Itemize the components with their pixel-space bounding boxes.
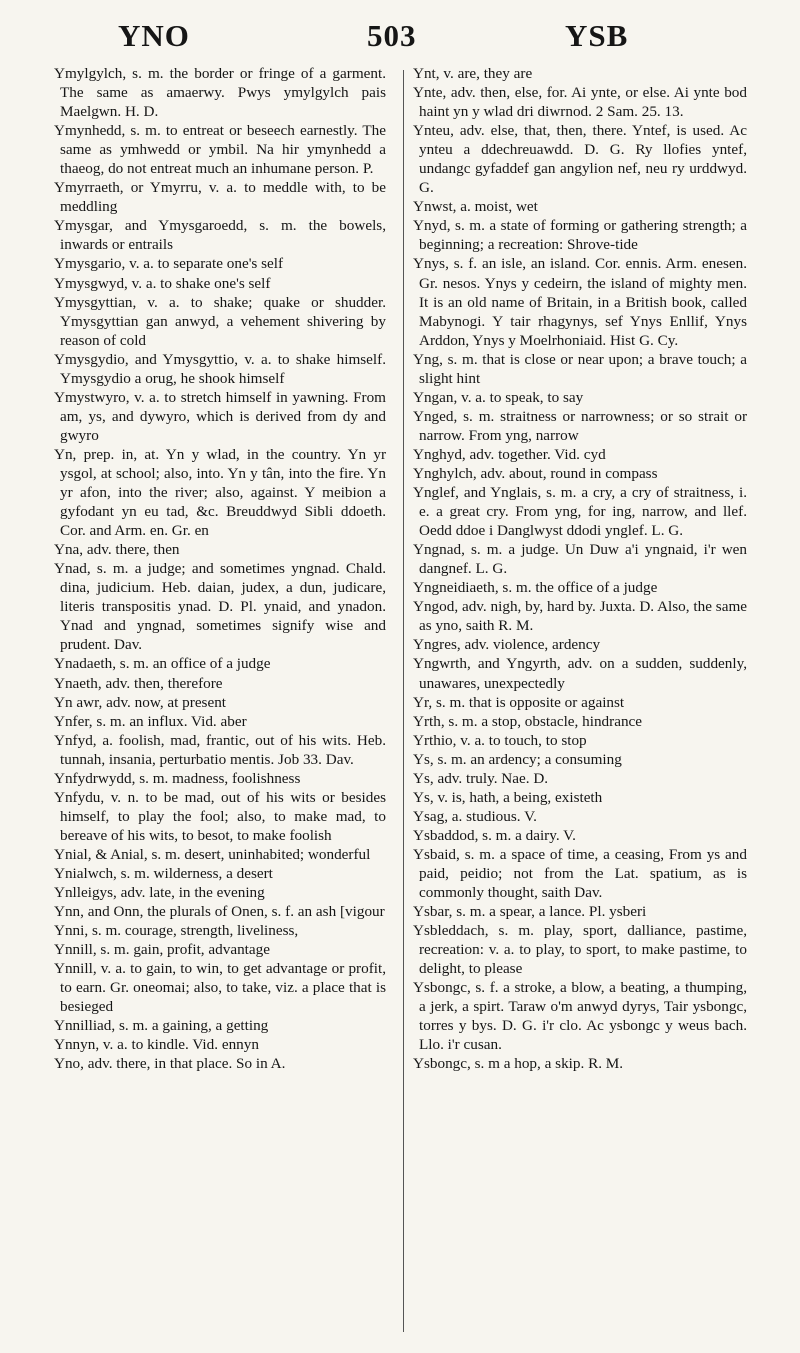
entry-text: Yng, s. m. that is close or near upon; a brave touch; a slight hint [413,350,747,387]
entry-text: Yngneidiaeth, s. m. the office of a judge [413,579,658,597]
dictionary-entry [413,1054,747,1073]
entry-text: Ysbaid, s. m. a space of time, a ceasing, From ys and paid, peidio; not from the Lat. spatium, as is commonly thought, saith Dav. [413,845,747,902]
entry-text: Yno, adv. there, in that place. So in A. [54,1055,286,1073]
dictionary-entry [413,978,747,1054]
dictionary-entry [413,254,747,349]
entry-text: Yngan, v. a. to speak, to say [413,388,584,406]
dictionary-entry [54,64,386,121]
dictionary-entry [413,731,747,750]
entry-text: Ynghylch, adv. about, round in compass [413,464,658,482]
dictionary-entry [413,788,747,807]
entry-text: Ymylgylch, s. m. the border or fringe of a garment. The same as amaerwy. Pwys ymylgylch pais Maelgwn. H. D. [54,65,386,121]
entry-text: Ynglef, and Ynglais, s. m. a cry, a cry of straitness, i. e. a great cry. From yng, for ing, narrow, and llef. Oedd ddoe i Danglwyst ddodi ynglef. L. G. [413,484,747,540]
dictionary-entry [413,216,747,254]
dictionary-entry [54,445,386,540]
entry-text: Ynged, s. m. straitness or narrowness; or so strait or narrow. From yng, narrow [413,407,747,444]
dictionary-entry [54,693,386,712]
entry-text: Ymysgyttian, v. a. to shake; quake or shudder. Ymysgyttian gan anwyd, a vehement shivering by reason of cold [54,293,386,349]
entry-text: Ynfydrwydd, s. m. madness, foolishness [54,769,301,787]
dictionary-entry [413,121,747,197]
entry-text: Ynn, and Onn, the plurals of Onen, s. f. an ash [vigour [54,903,385,921]
entry-text: Ynad, s. m. a judge; and sometimes yngnad. Chald. dina, judicium. Heb. daian, judex, a dun, judicare, literis transpositis ynad. D. Pl. ynaid, and ynadon. Ynad and yngnad, sometimes signify wise and prudent. Dav. [54,560,386,654]
dictionary-entry [413,921,747,978]
entry-text: Ynwst, a. moist, wet [413,198,538,216]
entry-text: Yn, prep. in, at. Yn y wlad, in the country. Yn yr ysgol, at school; also, into. Yn y tân, into the fire. Yn yr afon, into the river; also, against. Y meibion a gyfodant yn eu tad, &c. Breuddwyd Sibli ddoeth. Cor. and Arm. en. Gr. en [54,445,386,540]
entry-text: Yngwrth, and Yngyrth, adv. on a sudden, suddenly, unawares, unexpectedly [413,655,747,692]
dictionary-entry [54,674,386,693]
entry-text: Ysbar, s. m. a spear, a lance. Pl. ysberi [413,903,647,921]
entry-text: Ynteu, adv. else, that, then, there. Yntef, is used. Ac ynteu a ddechreuawdd. D. G. Ry llofies yntef, undangc gyfaddef gan angylion nef, neu ry urddwyd. G. [413,122,747,197]
dictionary-entry [413,445,747,464]
dictionary-entry [54,902,386,921]
left-guide-word: YNO [118,18,190,53]
entry-text: Ysbongc, s. f. a stroke, a blow, a beating, a thumping, a jerk, a spirt. Taraw o'm anwyd dyrys, Tair ysbongc, torres y bys. D. G. i'r clo. Ac ysbongc y weus bach. Llo. i'r cusan. [413,979,747,1054]
dictionary-entry [54,559,386,654]
dictionary-entry [54,350,386,388]
entry-text: Ymysgwyd, v. a. to shake one's self [54,274,271,292]
entry-text: Ymysgydio, and Ymysgyttio, v. a. to shake himself. Ymysgydio a orug, he shook himself [54,350,386,387]
dictionary-entry [413,769,747,788]
dictionary-entry [413,712,747,731]
dictionary-entry [54,540,386,559]
dictionary-entry [413,483,747,540]
entry-text: Yrth, s. m. a stop, obstacle, hindrance [413,712,643,730]
entry-text: Ysbleddach, s. m. play, sport, dalliance, pastime, recreation: v. a. to play, to sport, to make pastime, to delight, to please [413,922,747,978]
entry-text: Ys, adv. truly. Nae. D. [413,769,549,787]
dictionary-entry [413,826,747,845]
dictionary-entry [54,940,386,959]
dictionary-entry [413,64,747,83]
entry-text: Ynys, s. f. an isle, an island. Cor. ennis. Arm. enesen. Gr. nesos. Ynys y cedeirn, the island of mighty men. It is an old name of Britain, in a British book, called Mabynogi. Y tair rhagynys, sef Ynys Enllif, Ynys Arddon, Ynys y Moelrhoniaid. Hist G. Cy. [413,255,747,349]
dictionary-entry [54,921,386,940]
dictionary-entry [413,407,747,445]
entry-text: Ynial, & Anial, s. m. desert, uninhabited; wonderful [54,845,371,863]
entry-text: Ynfer, s. m. an influx. Vid. aber [54,712,247,730]
dictionary-entry [413,750,747,769]
entry-text: Yr, s. m. that is opposite or against [413,693,625,711]
dictionary-entry [413,83,747,121]
entry-text: Ymysgario, v. a. to separate one's self [54,255,284,273]
entry-text: Yngod, adv. nigh, by, hard by. Juxta. D. Also, the same as yno, saith R. M. [413,598,747,635]
entry-text: Ynte, adv. then, else, for. Ai ynte, or else. Ai ynte bod haint yn y wlad dri diwrnod. 2 Sam. 25. 13. [413,84,747,121]
entry-text: Ynnyn, v. a. to kindle. Vid. ennyn [54,1036,259,1054]
dictionary-entry [54,712,386,731]
entry-text: Ynadaeth, s. m. an office of a judge [54,655,271,673]
dictionary-entry [413,902,747,921]
dictionary-entry [54,274,386,293]
entry-text: Yna, adv. there, then [54,541,180,559]
entry-text: Ynnilliad, s. m. a gaining, a getting [54,1017,269,1035]
entry-text: Yn awr, adv. now, at present [54,693,227,711]
dictionary-entry [54,1016,386,1035]
dictionary-entry [54,293,386,350]
dictionary-entry [54,845,386,864]
dictionary-entry [54,654,386,673]
right-column [413,64,747,1073]
entry-text: Ys, s. m. an ardency; a consuming [413,750,622,768]
entry-text: Ynyd, s. m. a state of forming or gathering strength; a beginning; a recreation: Shrove-tide [413,217,747,254]
entry-text: Ymynhedd, s. m. to entreat or beseech earnestly. The same as ymhwedd or ymbil. Na hir ymynhedd a thaeog, do not entreat much an inhumane person. P. [54,122,386,178]
entry-text: Ysag, a. studious. V. [413,807,537,825]
dictionary-entry [413,388,747,407]
dictionary-entry [413,654,747,692]
entry-text: Ymyrraeth, or Ymyrru, v. a. to meddle with, to be meddling [54,179,386,216]
entry-text: Yngnad, s. m. a judge. Un Duw a'i yngnaid, i'r wen dangnef. L. G. [413,541,747,578]
entry-text: Ysbaddod, s. m. a dairy. V. [413,826,576,844]
entry-text: Ynaeth, adv. then, therefore [54,674,223,692]
entry-text: Yngres, adv. violence, ardency [413,636,601,654]
dictionary-entry [54,254,386,273]
dictionary-entry [54,788,386,845]
dictionary-entry [413,540,747,578]
entry-text: Ymystwyro, v. a. to stretch himself in yawning. From am, ys, and dywyro, which is derived from dy and gwyro [54,388,386,444]
right-guide-word: YSB [565,18,629,53]
dictionary-entry [54,121,386,178]
dictionary-entry [54,769,386,788]
dictionary-entry [413,845,747,902]
dictionary-entry [54,388,386,445]
dictionary-entry [413,807,747,826]
dictionary-entry [54,178,386,216]
dictionary-entry [413,693,747,712]
entry-text: Ynlleigys, adv. late, in the evening [54,884,265,902]
left-column [54,64,386,1073]
page-number: 503 [367,18,417,53]
dictionary-entry [54,959,386,1016]
dictionary-entry [413,350,747,388]
entry-text: Ynni, s. m. courage, strength, liveliness, [54,922,299,940]
dictionary-entry [54,864,386,883]
dictionary-entry [413,635,747,654]
dictionary-entry [413,597,747,635]
entry-text: Ynfydu, v. n. to be mad, out of his wits or besides himself, to play the fool; also, to make mad, to bereave of his wits, to besot, to make foolish [54,788,386,844]
dictionary-entry [413,578,747,597]
entry-text: Ynnill, s. m. gain, profit, advantage [54,941,270,959]
dictionary-entry [54,883,386,902]
dictionary-entry [54,1035,386,1054]
running-header [0,18,800,58]
entry-text: Ys, v. is, hath, a being, existeth [413,788,603,806]
dictionary-entry [413,197,747,216]
entry-text: Ynghyd, adv. together. Vid. cyd [413,445,606,463]
dictionary-entry [54,1054,386,1073]
entry-text: Ymysgar, and Ymysgaroedd, s. m. the bowels, inwards or entrails [54,217,386,254]
entry-text: Yrthio, v. a. to touch, to stop [413,731,587,749]
entry-text: Ynnill, v. a. to gain, to win, to get advantage or profit, to earn. Gr. oneomai; also, to take, viz. a place that is besieged [54,960,386,1016]
dictionary-entry [54,216,386,254]
entry-text: Ynialwch, s. m. wilderness, a desert [54,864,273,882]
dictionary-entry [413,464,747,483]
column-divider [403,70,404,1332]
dictionary-entry [54,731,386,769]
entry-text: Ynt, v. are, they are [413,65,533,82]
entry-text: Ysbongc, s. m a hop, a skip. R. M. [413,1055,624,1073]
entry-text: Ynfyd, a. foolish, mad, frantic, out of his wits. Heb. tunnah, insania, perturbatio mentis. Job 33. Dav. [54,731,386,768]
